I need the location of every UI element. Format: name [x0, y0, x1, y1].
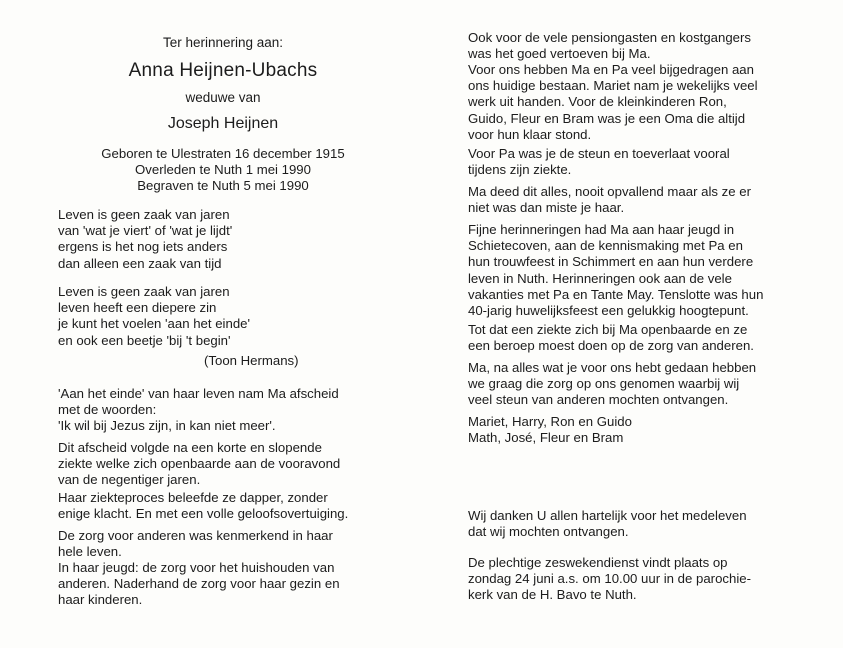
- signature-line: Mariet, Harry, Ron en Guido: [468, 414, 632, 429]
- right-paragraph-1: Ook voor de vele pensiongasten en kostgangers was het goed vertoeven bij Ma.: [468, 30, 751, 62]
- left-paragraph-4: De zorg voor anderen was kenmerkend in haar hele leven.: [58, 528, 333, 560]
- deceased-name: Anna Heijnen-Ubachs: [128, 60, 318, 81]
- thanks-paragraph: Wij danken U allen hartelijk voor het medeleven dat wij mochten ontvangen.: [468, 508, 747, 540]
- right-paragraph-2: Voor ons hebben Ma en Pa veel bijgedragen aan ons huidige bestaan. Mariet nam je wekelijks veel werk uit handen. Voor de kleinkinderen Ron, Guido, Fleur en Bram was je een Oma die altijd voor hun klaar stond.: [468, 62, 758, 142]
- poem-line: dan alleen een zaak van tijd: [58, 255, 222, 271]
- left-paragraph-5: In haar jeugd: de zorg voor het huishouden van anderen. Naderhand de zorg voor haar gezin en haar kinderen.: [58, 560, 340, 608]
- poem-line: je kunt het voelen 'aan het einde': [58, 316, 251, 332]
- right-paragraph-4: Ma deed dit alles, nooit opvallend maar als ze er niet was dan miste je haar.: [468, 184, 751, 216]
- right-paragraph-6: Tot dat een ziekte zich bij Ma openbaarde en ze een beroep moest doen op de zorg van anderen.: [468, 322, 754, 354]
- poem-line: Leven is geen zaak van jaren: [58, 284, 230, 299]
- burial-date: Begraven te Nuth 5 mei 1990: [137, 178, 309, 193]
- poem-line: en ook een beetje 'bij 't begin': [58, 332, 231, 348]
- poem-author: (Toon Hermans): [204, 353, 299, 368]
- intro-line: Ter herinnering aan:: [162, 35, 284, 50]
- family-signature: [468, 414, 632, 446]
- left-paragraph-3: Haar ziekteproces beleefde ze dapper, zonder enige klacht. En met een volle geloofsovertuiging.: [58, 490, 349, 522]
- right-paragraph-5: Fijne herinneringen had Ma aan haar jeugd in Schietecoven, aan de kennismaking met Pa en hun trouwfeest in Schimmert en aan hun verdere leven in Nuth. Herinneringen ook aan de vele vakanties met Pa en Tante May. Tenslotte was hun 40-jarig huwelijksfeest een gelukkig hoogtepunt.: [468, 222, 764, 319]
- life-dates: [58, 146, 388, 194]
- left-paragraph-2: Dit afscheid volgde na een korte en slopende ziekte welke zich openbaarde aan de vooravond van de negentiger jaren.: [58, 440, 341, 488]
- death-date: Overleden te Nuth 1 mei 1990: [135, 162, 311, 177]
- poem-line: ergens is het nog iets anders: [58, 239, 228, 255]
- poem-line: Leven is geen zaak van jaren: [58, 207, 230, 222]
- widow-of-line: weduwe van: [185, 90, 261, 105]
- signature-line: Math, José, Fleur en Bram: [468, 430, 624, 446]
- left-paragraph-1: 'Aan het einde' van haar leven nam Ma afscheid met de woorden: 'Ik wil bij Jezus zijn, in kan niet meer'.: [58, 386, 339, 434]
- husband-name: Joseph Heijnen: [167, 115, 279, 132]
- poem-stanza-2: [58, 284, 250, 349]
- right-paragraph-3: Voor Pa was je de steun en toeverlaat vooral tijdens zijn ziekte.: [468, 146, 730, 178]
- service-paragraph: De plechtige zeswekendienst vindt plaats op zondag 24 juni a.s. om 10.00 uur in de parochie- kerk van de H. Bavo te Nuth.: [468, 555, 751, 603]
- poem-line: leven heeft een diepere zin: [58, 300, 217, 316]
- poem-stanza-1: [58, 207, 232, 272]
- right-paragraph-7: Ma, na alles wat je voor ons hebt gedaan hebben we graag die zorg op ons genomen waarbij wij veel steun van anderen mochten ontvangen.: [468, 360, 757, 408]
- poem-line: van 'wat je viert' of 'wat je lijdt': [58, 223, 233, 239]
- birth-date: Geboren te Ulestraten 16 december 1915: [101, 146, 345, 161]
